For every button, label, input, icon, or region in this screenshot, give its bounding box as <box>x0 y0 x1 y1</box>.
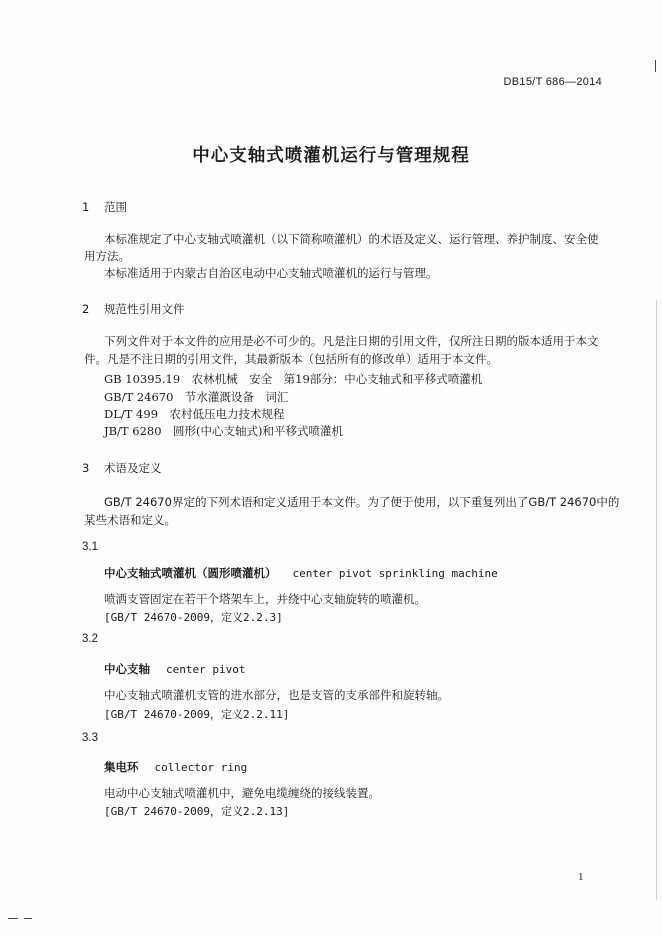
scan-mark <box>24 918 32 919</box>
reference-item: GB/T 24670 节水灌溉设备 词汇 <box>104 390 289 404</box>
term-chinese: 中心支轴式喷灌机（圆形喷灌机） <box>104 566 277 580</box>
references-intro-line1: 下列文件对于本文件的应用是必不可少的。凡是注日期的引用文件，仅所注日期的版本适用于本文 <box>104 334 599 348</box>
term-definition: 中心支轴式喷灌机支管的进水部分，也是支管的支承部件和旋转轴。 <box>104 688 449 702</box>
term-definition: 电动中心支轴式喷灌机中，避免电缆缠绕的接线装置。 <box>104 786 380 800</box>
term-number: 3.1 <box>82 541 98 553</box>
term-chinese: 集电环 <box>104 760 139 774</box>
terms-intro-line1: GB/T 24670界定的下列术语和定义适用于本文件。为了便于使用，以下重复列出了GB/T 24670中的 <box>104 495 620 509</box>
section-title: 规范性引用文件 <box>104 302 185 316</box>
term-source: [GB/T 24670-2009，定义2.2.11] <box>104 708 290 721</box>
section-title: 术语及定义 <box>104 461 162 475</box>
term-definition: 喷洒支管固定在若干个塔架车上，并绕中心支轴旋转的喷灌机。 <box>104 592 426 606</box>
section-number: 2 <box>82 302 90 316</box>
term-english: center pivot <box>166 663 246 676</box>
section-title: 范围 <box>104 200 127 214</box>
term-heading <box>104 661 245 677</box>
scope-paragraph-line2: 用方法。 <box>84 249 130 263</box>
scope-paragraph-line1: 本标准规定了中心支轴式喷灌机（以下简称喷灌机）的术语及定义、运行管理、养护制度、安全使 <box>104 232 599 246</box>
reference-item: DL/T 499 农村低压电力技术规程 <box>104 407 285 421</box>
term-heading <box>104 759 247 775</box>
term-number: 3.2 <box>82 633 98 645</box>
terms-intro-line2: 某些术语和定义。 <box>84 513 176 527</box>
scan-edge-line <box>656 300 657 900</box>
scan-mark <box>655 60 656 72</box>
term-source: [GB/T 24670-2009，定义2.2.13] <box>104 805 290 818</box>
reference-item: JB/T 6280 圆形(中心支轴式)和平移式喷灌机 <box>104 424 343 438</box>
section-number: 3 <box>82 461 90 475</box>
scope-applicability: 本标准适用于内蒙古自治区电动中心支轴式喷灌机的运行与管理。 <box>104 266 438 280</box>
section-number: 1 <box>82 200 90 214</box>
reference-item: GB 10395.19 农林机械 安全 第19部分：中心支轴式和平移式喷灌机 <box>104 372 483 386</box>
term-number: 3.3 <box>82 732 98 744</box>
term-heading <box>104 565 498 581</box>
scan-mark <box>8 918 18 919</box>
section-2-heading <box>82 301 185 317</box>
term-english: collector ring <box>154 761 248 774</box>
section-1-heading <box>82 199 127 215</box>
term-english: center pivot sprinkling machine <box>292 567 498 580</box>
page-number: 1 <box>578 871 584 883</box>
term-chinese: 中心支轴 <box>104 662 150 676</box>
section-3-heading <box>82 460 162 476</box>
references-intro-line2: 件。凡是不注日期的引用文件，其最新版本（包括所有的修改单）适用于本文件。 <box>84 352 498 366</box>
page-title: 中心支轴式喷灌机运行与管理规程 <box>192 146 470 166</box>
standard-code: DB15/T 686—2014 <box>503 76 602 88</box>
term-source: [GB/T 24670-2009，定义2.2.3] <box>104 611 283 624</box>
